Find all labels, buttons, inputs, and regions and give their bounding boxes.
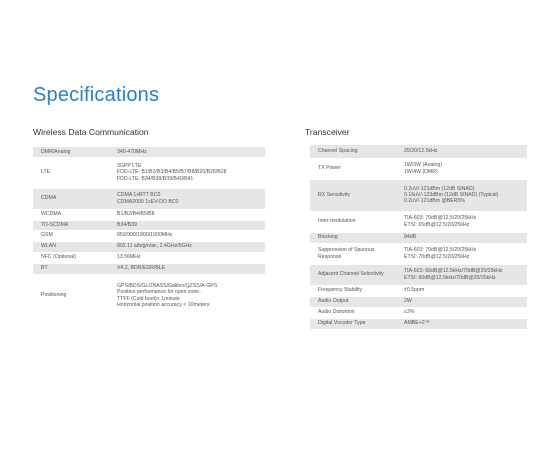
spec-label: NFC (Optional) [33, 252, 101, 263]
spec-label: RX Sensitivity [310, 179, 395, 211]
spec-value [101, 230, 265, 241]
spec-row [310, 318, 527, 329]
spec-value-line: Position performance for open zone : [117, 289, 203, 296]
spec-value-line: TIA-603: 70dB@12.5/20/25kHz [404, 215, 477, 222]
spec-value [395, 318, 527, 329]
spec-value-line: ETSI: 70dB@12.5/20/25kHz [404, 253, 470, 260]
spec-value [101, 157, 265, 188]
spec-value-line: ETSI: 65dB@12.5/20/25kHz [404, 221, 470, 228]
spec-value [395, 264, 527, 285]
spec-value-line: ≤3% [404, 309, 415, 316]
spec-row [33, 252, 265, 263]
spec-value-line: 850/900/1800/1900MHz [117, 232, 173, 239]
spec-value-line: 2W [404, 298, 412, 305]
spec-value [395, 158, 527, 179]
spec-row [310, 145, 527, 158]
spec-row [310, 158, 527, 179]
spec-label: WLAN [33, 241, 101, 252]
spec-label: Frequency Stability [310, 285, 395, 296]
spec-value-line: FDD-LTE: B34/B38/B39/B40/B41 [117, 175, 194, 182]
spec-value-line: B34/B39 [117, 221, 137, 228]
spec-label: BT [33, 263, 101, 274]
spec-value-line: GPS/BDS/GLONASS/Galileo/QZSS/A-GPS [117, 283, 218, 290]
spec-value-line: AMBE+2™ [404, 320, 430, 327]
spec-value-line: ±0.5ppm [404, 287, 425, 294]
spec-label: LTE [33, 157, 101, 188]
spec-value [395, 243, 527, 264]
spec-value-line: 84dB [404, 234, 417, 241]
spec-value [101, 252, 265, 263]
spec-value-line: 1W/4W (DMR) [404, 168, 438, 175]
spec-row [33, 230, 265, 241]
spec-row [310, 264, 527, 285]
wireless-spec-table [33, 147, 265, 318]
spec-value-line: 25/20/12.5kHz [404, 148, 438, 155]
spec-value-line: CDMA 1xRTT BC0 [117, 192, 161, 199]
spec-value [101, 263, 265, 274]
spec-row [33, 241, 265, 252]
spec-label: TD-SCDMA [33, 220, 101, 230]
page-title: Specifications [33, 84, 160, 106]
spec-value-line: 0.2uV/-121dBm (12dB SINAD) [404, 185, 475, 192]
spec-value [395, 285, 527, 296]
spec-row [33, 147, 265, 157]
spec-value-line: 0.16uV/-123dBm (12dB SINAD) (Typical) [404, 191, 499, 198]
spec-row [33, 188, 265, 209]
spec-row [310, 211, 527, 232]
spec-value-line: 3GPP LTE [117, 163, 142, 170]
spec-row [310, 232, 527, 243]
spec-value-line: 0.2uV/-121dBm @BER5% [404, 198, 465, 205]
spec-row [33, 157, 265, 188]
spec-value [395, 296, 527, 307]
spec-label: Audio Output [310, 296, 395, 307]
spec-value-line: ETSI: 60dB@12.5kHz/70dB@20/25kHz [404, 274, 496, 281]
spec-value [101, 209, 265, 220]
spec-value-line: FDD-LTE: B1/B2/B3/B4/B5/B7/B8/B20/B26/B28 [117, 169, 227, 176]
spec-label: Channel Spacing [310, 145, 395, 158]
transceiver-spec-table [310, 145, 527, 330]
spec-value-line: B1/B2/B4/B5/B8 [117, 211, 155, 218]
spec-row [33, 274, 265, 317]
spec-value [395, 307, 527, 318]
spec-value [395, 232, 527, 243]
spec-value-line: TIA-603: 70dB@12.5/20/25kHz [404, 247, 477, 254]
spec-value-line: V4.2, BDR/EDR/BLE [117, 265, 166, 272]
spec-row [33, 209, 265, 220]
spec-value-line: 340-470MHz [117, 148, 147, 155]
spec-value-line: Horizontal position accuracy < 10meters [117, 301, 210, 308]
spec-row [310, 243, 527, 264]
spec-value [101, 274, 265, 317]
spec-label: Inter-modulation [310, 211, 395, 232]
spec-label: CDMA [33, 188, 101, 209]
spec-label: Suppression of Spurious Response [310, 243, 395, 264]
spec-label: GSM [33, 230, 101, 241]
spec-value [101, 188, 265, 209]
spec-label: Blocking [310, 232, 395, 243]
spec-value-line: 802.11 a/b/g/n/ac, 2.4GHz/5GHz [117, 243, 192, 250]
spec-row [310, 179, 527, 211]
spec-label: Adjacent Channel Selectivity [310, 264, 395, 285]
spec-value [101, 220, 265, 230]
spec-row [310, 296, 527, 307]
transceiver-section-heading: Transceiver [305, 127, 350, 137]
spec-label: WCDMA [33, 209, 101, 220]
spec-value-line: CDMA2000 1xEV-DO BC0 [117, 198, 179, 205]
spec-value [395, 211, 527, 232]
spec-row [310, 285, 527, 296]
spec-value-line: 13.56MHz [117, 254, 141, 261]
spec-row [33, 263, 265, 274]
spec-label: TX Power [310, 158, 395, 179]
spec-value-line: 1W/3W (Analog) [404, 162, 443, 169]
spec-label: DMR/Analog [33, 147, 101, 157]
spec-value-line: TIA-603: 60dB@12.5kHz/70dB@20/25kHz [404, 268, 503, 275]
spec-label: Audio Distortion [310, 307, 395, 318]
spec-value-line: TTFF (Cold boot)< 1minute [117, 295, 180, 302]
spec-label: Digital Vocoder Type [310, 318, 395, 329]
spec-value [101, 147, 265, 157]
wireless-section-heading: Wireless Data Communication [33, 127, 149, 137]
spec-value [395, 179, 527, 211]
spec-value [395, 145, 527, 158]
spec-label: Positioning [33, 274, 101, 317]
spec-value [101, 241, 265, 252]
spec-row [33, 220, 265, 230]
spec-row [310, 307, 527, 318]
